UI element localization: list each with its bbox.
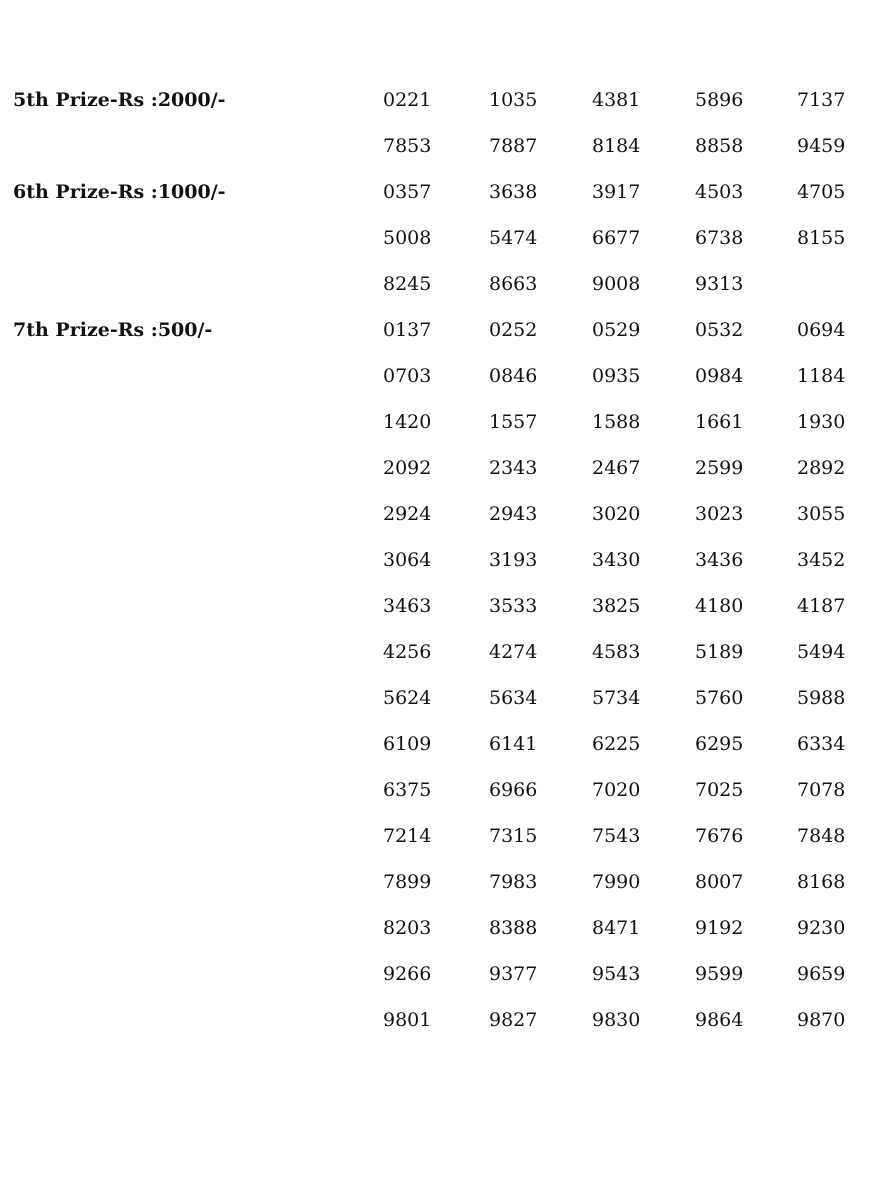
prize-results-table [0, 77, 876, 1043]
ticket-number: 8168 [797, 871, 846, 893]
ticket-number: 1661 [695, 411, 744, 433]
ticket-number: 7020 [592, 779, 641, 801]
ticket-number: 7853 [383, 135, 432, 157]
ticket-number: 9830 [592, 1009, 641, 1031]
prize-label: 7th Prize-Rs :500/- [13, 319, 213, 341]
result-row [0, 353, 876, 399]
ticket-number: 4583 [592, 641, 641, 663]
result-row [0, 675, 876, 721]
ticket-number: 8203 [383, 917, 432, 939]
ticket-number: 5734 [592, 687, 641, 709]
ticket-number: 8858 [695, 135, 744, 157]
result-row [0, 583, 876, 629]
result-row [0, 307, 876, 353]
result-row [0, 905, 876, 951]
ticket-number: 3430 [592, 549, 641, 571]
ticket-number: 9870 [797, 1009, 846, 1031]
ticket-number: 0984 [695, 365, 744, 387]
ticket-number: 9230 [797, 917, 846, 939]
ticket-number: 2599 [695, 457, 744, 479]
ticket-number: 3023 [695, 503, 744, 525]
ticket-number: 1930 [797, 411, 846, 433]
ticket-number: 4503 [695, 181, 744, 203]
ticket-number: 0703 [383, 365, 432, 387]
ticket-number: 3020 [592, 503, 641, 525]
result-row [0, 123, 876, 169]
ticket-number: 9192 [695, 917, 744, 939]
ticket-number: 7078 [797, 779, 846, 801]
result-row [0, 491, 876, 537]
ticket-number: 5189 [695, 641, 744, 663]
ticket-number: 6295 [695, 733, 744, 755]
result-row [0, 859, 876, 905]
ticket-number: 2943 [489, 503, 538, 525]
ticket-number: 5624 [383, 687, 432, 709]
result-row [0, 215, 876, 261]
ticket-number: 9864 [695, 1009, 744, 1031]
ticket-number: 7025 [695, 779, 744, 801]
result-row [0, 537, 876, 583]
ticket-number: 8471 [592, 917, 641, 939]
ticket-number: 5494 [797, 641, 846, 663]
ticket-number: 4180 [695, 595, 744, 617]
result-row [0, 399, 876, 445]
ticket-number: 8155 [797, 227, 846, 249]
result-row [0, 169, 876, 215]
ticket-number: 1420 [383, 411, 432, 433]
ticket-number: 8245 [383, 273, 432, 295]
prize-label: 6th Prize-Rs :1000/- [13, 181, 226, 203]
ticket-number: 4274 [489, 641, 538, 663]
ticket-number: 6966 [489, 779, 538, 801]
ticket-number: 3193 [489, 549, 538, 571]
ticket-number: 6375 [383, 779, 432, 801]
ticket-number: 0935 [592, 365, 641, 387]
ticket-number: 4705 [797, 181, 846, 203]
prize-label: 5th Prize-Rs :2000/- [13, 89, 226, 111]
result-row [0, 77, 876, 123]
ticket-number: 4381 [592, 89, 641, 111]
ticket-number: 5760 [695, 687, 744, 709]
ticket-number: 9659 [797, 963, 846, 985]
ticket-number: 6677 [592, 227, 641, 249]
result-row [0, 261, 876, 307]
ticket-number: 6141 [489, 733, 538, 755]
ticket-number: 4256 [383, 641, 432, 663]
ticket-number: 7315 [489, 825, 538, 847]
ticket-number: 9801 [383, 1009, 432, 1031]
result-row [0, 951, 876, 997]
ticket-number: 2343 [489, 457, 538, 479]
result-row [0, 997, 876, 1043]
ticket-number: 7899 [383, 871, 432, 893]
ticket-number: 3055 [797, 503, 846, 525]
ticket-number: 7848 [797, 825, 846, 847]
ticket-number: 1557 [489, 411, 538, 433]
ticket-number: 7676 [695, 825, 744, 847]
ticket-number: 8388 [489, 917, 538, 939]
ticket-number: 3463 [383, 595, 432, 617]
ticket-number: 6225 [592, 733, 641, 755]
ticket-number: 8007 [695, 871, 744, 893]
ticket-number: 5474 [489, 227, 538, 249]
ticket-number: 7887 [489, 135, 538, 157]
ticket-number: 8184 [592, 135, 641, 157]
ticket-number: 1035 [489, 89, 538, 111]
ticket-number: 9459 [797, 135, 846, 157]
ticket-number: 7137 [797, 89, 846, 111]
ticket-number: 4187 [797, 595, 846, 617]
ticket-number: 0357 [383, 181, 432, 203]
ticket-number: 7543 [592, 825, 641, 847]
ticket-number: 2892 [797, 457, 846, 479]
ticket-number: 0137 [383, 319, 432, 341]
ticket-number: 7983 [489, 871, 538, 893]
ticket-number: 9599 [695, 963, 744, 985]
ticket-number: 2092 [383, 457, 432, 479]
result-row [0, 813, 876, 859]
ticket-number: 3064 [383, 549, 432, 571]
ticket-number: 0252 [489, 319, 538, 341]
ticket-number: 9543 [592, 963, 641, 985]
ticket-number: 7214 [383, 825, 432, 847]
ticket-number: 7990 [592, 871, 641, 893]
ticket-number: 3638 [489, 181, 538, 203]
ticket-number: 9377 [489, 963, 538, 985]
ticket-number: 3825 [592, 595, 641, 617]
ticket-number: 9266 [383, 963, 432, 985]
ticket-number: 0221 [383, 89, 432, 111]
ticket-number: 2467 [592, 457, 641, 479]
ticket-number: 0529 [592, 319, 641, 341]
result-row [0, 445, 876, 491]
ticket-number: 2924 [383, 503, 432, 525]
ticket-number: 9008 [592, 273, 641, 295]
result-row [0, 721, 876, 767]
ticket-number: 3533 [489, 595, 538, 617]
result-row [0, 767, 876, 813]
ticket-number: 0694 [797, 319, 846, 341]
ticket-number: 3436 [695, 549, 744, 571]
ticket-number: 1588 [592, 411, 641, 433]
ticket-number: 5634 [489, 687, 538, 709]
ticket-number: 6334 [797, 733, 846, 755]
ticket-number: 8663 [489, 273, 538, 295]
ticket-number: 5896 [695, 89, 744, 111]
ticket-number: 9313 [695, 273, 744, 295]
ticket-number: 6109 [383, 733, 432, 755]
ticket-number: 1184 [797, 365, 846, 387]
ticket-number: 5988 [797, 687, 846, 709]
ticket-number: 0532 [695, 319, 744, 341]
result-row [0, 629, 876, 675]
ticket-number: 5008 [383, 227, 432, 249]
ticket-number: 3917 [592, 181, 641, 203]
ticket-number: 0846 [489, 365, 538, 387]
ticket-number: 6738 [695, 227, 744, 249]
ticket-number: 9827 [489, 1009, 538, 1031]
ticket-number: 3452 [797, 549, 846, 571]
